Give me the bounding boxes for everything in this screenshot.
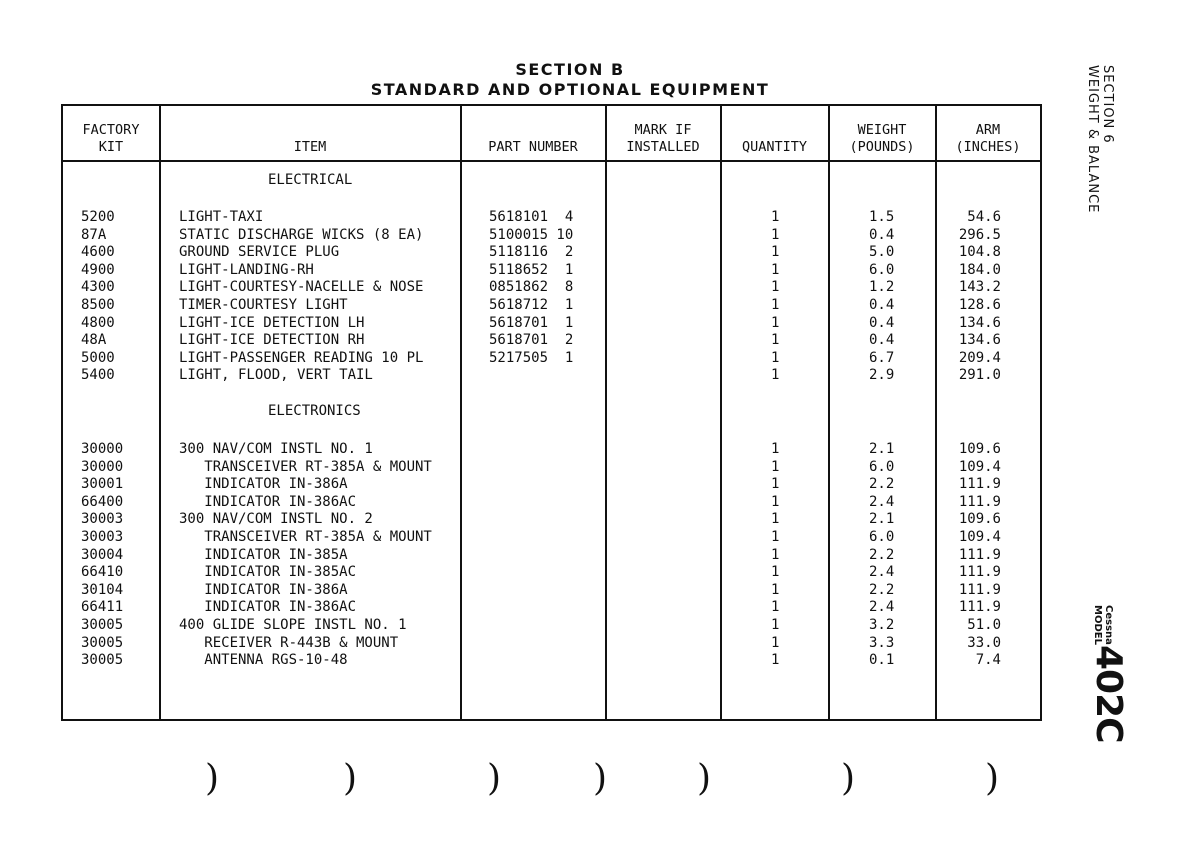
binding-mark: ) bbox=[343, 758, 358, 799]
quantity-cell: 1 bbox=[771, 209, 780, 225]
section-title: SECTION B bbox=[515, 60, 625, 79]
kit-cell: 30004 bbox=[81, 546, 124, 563]
weight-cell: 2.4 bbox=[869, 564, 895, 581]
part-number-cell: 5118652 1 bbox=[489, 261, 574, 278]
kit-cell: 5200 bbox=[81, 209, 115, 225]
item-cell: INDICATOR IN-385A bbox=[179, 546, 348, 563]
quantity-cell: 1 bbox=[771, 581, 780, 598]
header-divider bbox=[63, 160, 1040, 162]
item-cell: 300 NAV/COM INSTL NO. 1 bbox=[179, 441, 373, 457]
arm-cell: 184.0 bbox=[958, 261, 1001, 278]
arm-cell: 111.9 bbox=[958, 599, 1001, 616]
item-cell: 300 NAV/COM INSTL NO. 2 bbox=[179, 511, 373, 528]
col-divider bbox=[720, 106, 722, 719]
col-divider bbox=[605, 106, 607, 719]
kit-cell: 30000 bbox=[81, 458, 124, 475]
kit-cell: 87A bbox=[81, 226, 107, 243]
section-heading: ELECTRICAL bbox=[268, 172, 353, 188]
weight-cell: 2.4 bbox=[869, 599, 895, 616]
kit-cell: 5000 bbox=[81, 349, 115, 366]
item-cell: TIMER-COURTESY LIGHT bbox=[179, 297, 348, 313]
quantity-cell: 1 bbox=[771, 564, 780, 581]
weight-cell: 6.0 bbox=[869, 261, 895, 278]
binding-mark: ) bbox=[985, 758, 1000, 799]
header-weight: WEIGHT (POUNDS) bbox=[849, 122, 915, 155]
kit-cell: 66411 bbox=[81, 599, 124, 616]
quantity-cell: 1 bbox=[771, 314, 780, 331]
arm-cell: 111.9 bbox=[958, 581, 1001, 598]
item-cell: LIGHT, FLOOD, VERT TAIL bbox=[179, 367, 373, 384]
weight-cell: 2.1 bbox=[869, 441, 895, 457]
quantity-cell: 1 bbox=[771, 349, 780, 366]
quantity-cell: 1 bbox=[771, 529, 780, 545]
quantity-cell: 1 bbox=[771, 226, 780, 243]
quantity-cell: 1 bbox=[771, 599, 780, 616]
item-cell: ANTENNA RGS-10-48 bbox=[179, 652, 348, 669]
arm-cell: 51.0 bbox=[967, 617, 1001, 633]
col-divider bbox=[828, 106, 830, 719]
item-cell: INDICATOR IN-386AC bbox=[179, 599, 357, 616]
model-brand-text: Cessna MODEL bbox=[1092, 605, 1114, 645]
item-cell: LIGHT-TAXI bbox=[179, 209, 264, 225]
quantity-cell: 1 bbox=[771, 617, 780, 633]
arm-cell: 109.4 bbox=[958, 458, 1001, 475]
weight-cell: 2.2 bbox=[869, 546, 895, 563]
item-cell: LIGHT-PASSENGER READING 10 PL bbox=[179, 349, 424, 366]
part-number-cell: 5217505 1 bbox=[489, 349, 574, 366]
col-divider bbox=[460, 106, 462, 719]
kit-cell: 4800 bbox=[81, 314, 115, 331]
item-cell: INDICATOR IN-386AC bbox=[179, 493, 357, 510]
arm-cell: 104.8 bbox=[958, 244, 1001, 261]
arm-cell: 296.5 bbox=[958, 226, 1001, 243]
part-number-cell: 5100015 10 bbox=[489, 226, 574, 243]
kit-cell: 30005 bbox=[81, 634, 124, 651]
kit-cell: 66410 bbox=[81, 564, 124, 581]
quantity-cell: 1 bbox=[771, 493, 780, 510]
kit-cell: 4900 bbox=[81, 261, 115, 278]
weight-cell: 0.4 bbox=[869, 332, 895, 349]
quantity-cell: 1 bbox=[771, 367, 780, 384]
weight-cell: 2.1 bbox=[869, 511, 895, 528]
kit-cell: 30003 bbox=[81, 529, 124, 545]
section-label-text: SECTION 6 WEIGHT & BALANCE bbox=[1085, 65, 1115, 214]
quantity-cell: 1 bbox=[771, 279, 780, 296]
header-factory-kit: FACTORY KIT bbox=[82, 122, 140, 155]
part-number-cell: 5618701 2 bbox=[489, 332, 574, 349]
binding-mark: ) bbox=[593, 758, 608, 799]
arm-cell: 128.6 bbox=[958, 297, 1001, 313]
quantity-cell: 1 bbox=[771, 634, 780, 651]
kit-cell: 4300 bbox=[81, 279, 115, 296]
item-cell: GROUND SERVICE PLUG bbox=[179, 244, 340, 261]
part-number-cell: 5618701 1 bbox=[489, 314, 574, 331]
section-subtitle: STANDARD AND OPTIONAL EQUIPMENT bbox=[370, 80, 770, 99]
kit-cell: 30000 bbox=[81, 441, 124, 457]
item-cell: RECEIVER R-443B & MOUNT bbox=[179, 634, 399, 651]
arm-cell: 134.6 bbox=[958, 332, 1001, 349]
item-cell: LIGHT-COURTESY-NACELLE & NOSE bbox=[179, 279, 424, 296]
item-cell: LIGHT-LANDING-RH bbox=[179, 261, 314, 278]
header-quantity: QUANTITY bbox=[741, 139, 808, 155]
weight-cell: 1.5 bbox=[869, 209, 895, 225]
model-badge bbox=[1088, 605, 1138, 743]
part-number-cell: 0851862 8 bbox=[489, 279, 574, 296]
item-cell: INDICATOR IN-386A bbox=[179, 476, 348, 493]
quantity-cell: 1 bbox=[771, 441, 780, 457]
weight-cell: 0.1 bbox=[869, 652, 895, 669]
part-number-cell: 5618101 4 bbox=[489, 209, 574, 225]
item-cell: LIGHT-ICE DETECTION LH bbox=[179, 314, 365, 331]
item-cell: TRANSCEIVER RT-385A & MOUNT bbox=[179, 458, 432, 475]
arm-cell: 134.6 bbox=[958, 314, 1001, 331]
section-heading: ELECTRONICS bbox=[268, 403, 361, 419]
quantity-cell: 1 bbox=[771, 244, 780, 261]
binding-mark: ) bbox=[841, 758, 856, 799]
weight-cell: 1.2 bbox=[869, 279, 895, 296]
arm-cell: 291.0 bbox=[958, 367, 1001, 384]
equipment-table bbox=[61, 104, 1042, 721]
arm-cell: 111.9 bbox=[958, 564, 1001, 581]
item-cell: STATIC DISCHARGE WICKS (8 EA) bbox=[179, 226, 424, 243]
arm-cell: 109.4 bbox=[958, 529, 1001, 545]
arm-cell: 209.4 bbox=[958, 349, 1001, 366]
kit-cell: 8500 bbox=[81, 297, 115, 313]
weight-cell: 0.4 bbox=[869, 226, 895, 243]
quantity-cell: 1 bbox=[771, 261, 780, 278]
binding-mark: ) bbox=[697, 758, 712, 799]
arm-cell: 143.2 bbox=[958, 279, 1001, 296]
weight-cell: 6.0 bbox=[869, 458, 895, 475]
weight-cell: 6.7 bbox=[869, 349, 895, 366]
binding-mark: ) bbox=[205, 758, 220, 799]
quantity-cell: 1 bbox=[771, 476, 780, 493]
weight-cell: 2.2 bbox=[869, 476, 895, 493]
item-cell: 400 GLIDE SLOPE INSTL NO. 1 bbox=[179, 617, 407, 633]
header-mark-if-installed: MARK IF INSTALLED bbox=[626, 122, 700, 155]
quantity-cell: 1 bbox=[771, 511, 780, 528]
quantity-cell: 1 bbox=[771, 458, 780, 475]
kit-cell: 48A bbox=[81, 332, 107, 349]
binding-mark: ) bbox=[487, 758, 502, 799]
kit-cell: 30005 bbox=[81, 617, 124, 633]
part-number-cell: 5618712 1 bbox=[489, 297, 574, 313]
kit-cell: 4600 bbox=[81, 244, 115, 261]
arm-cell: 111.9 bbox=[958, 476, 1001, 493]
header-arm: ARM (INCHES) bbox=[955, 122, 1021, 155]
kit-cell: 30104 bbox=[81, 581, 124, 598]
weight-cell: 2.9 bbox=[869, 367, 895, 384]
arm-cell: 111.9 bbox=[958, 493, 1001, 510]
arm-cell: 7.4 bbox=[975, 652, 1001, 669]
col-divider bbox=[159, 106, 161, 719]
weight-cell: 3.2 bbox=[869, 617, 895, 633]
weight-cell: 2.2 bbox=[869, 581, 895, 598]
item-cell: LIGHT-ICE DETECTION RH bbox=[179, 332, 365, 349]
quantity-cell: 1 bbox=[771, 297, 780, 313]
weight-cell: 5.0 bbox=[869, 244, 895, 261]
arm-cell: 109.6 bbox=[958, 511, 1001, 528]
item-cell: TRANSCEIVER RT-385A & MOUNT bbox=[179, 529, 432, 545]
weight-cell: 3.3 bbox=[869, 634, 895, 651]
quantity-cell: 1 bbox=[771, 546, 780, 563]
header-item: ITEM bbox=[293, 139, 327, 155]
kit-cell: 30001 bbox=[81, 476, 124, 493]
kit-cell: 66400 bbox=[81, 493, 124, 510]
weight-cell: 2.4 bbox=[869, 493, 895, 510]
part-number-cell: 5118116 2 bbox=[489, 244, 574, 261]
item-cell: INDICATOR IN-385AC bbox=[179, 564, 357, 581]
weight-cell: 0.4 bbox=[869, 314, 895, 331]
item-cell: INDICATOR IN-386A bbox=[179, 581, 348, 598]
quantity-cell: 1 bbox=[771, 652, 780, 669]
kit-cell: 5400 bbox=[81, 367, 115, 384]
arm-cell: 111.9 bbox=[958, 546, 1001, 563]
kit-cell: 30005 bbox=[81, 652, 124, 669]
weight-cell: 6.0 bbox=[869, 529, 895, 545]
side-section-label bbox=[1085, 65, 1125, 245]
quantity-cell: 1 bbox=[771, 332, 780, 349]
kit-cell: 30003 bbox=[81, 511, 124, 528]
arm-cell: 54.6 bbox=[967, 209, 1001, 225]
arm-cell: 33.0 bbox=[967, 634, 1001, 651]
header-part-number: PART NUMBER bbox=[488, 139, 578, 155]
model-number: 402C bbox=[1088, 645, 1129, 743]
arm-cell: 109.6 bbox=[958, 441, 1001, 457]
weight-cell: 0.4 bbox=[869, 297, 895, 313]
